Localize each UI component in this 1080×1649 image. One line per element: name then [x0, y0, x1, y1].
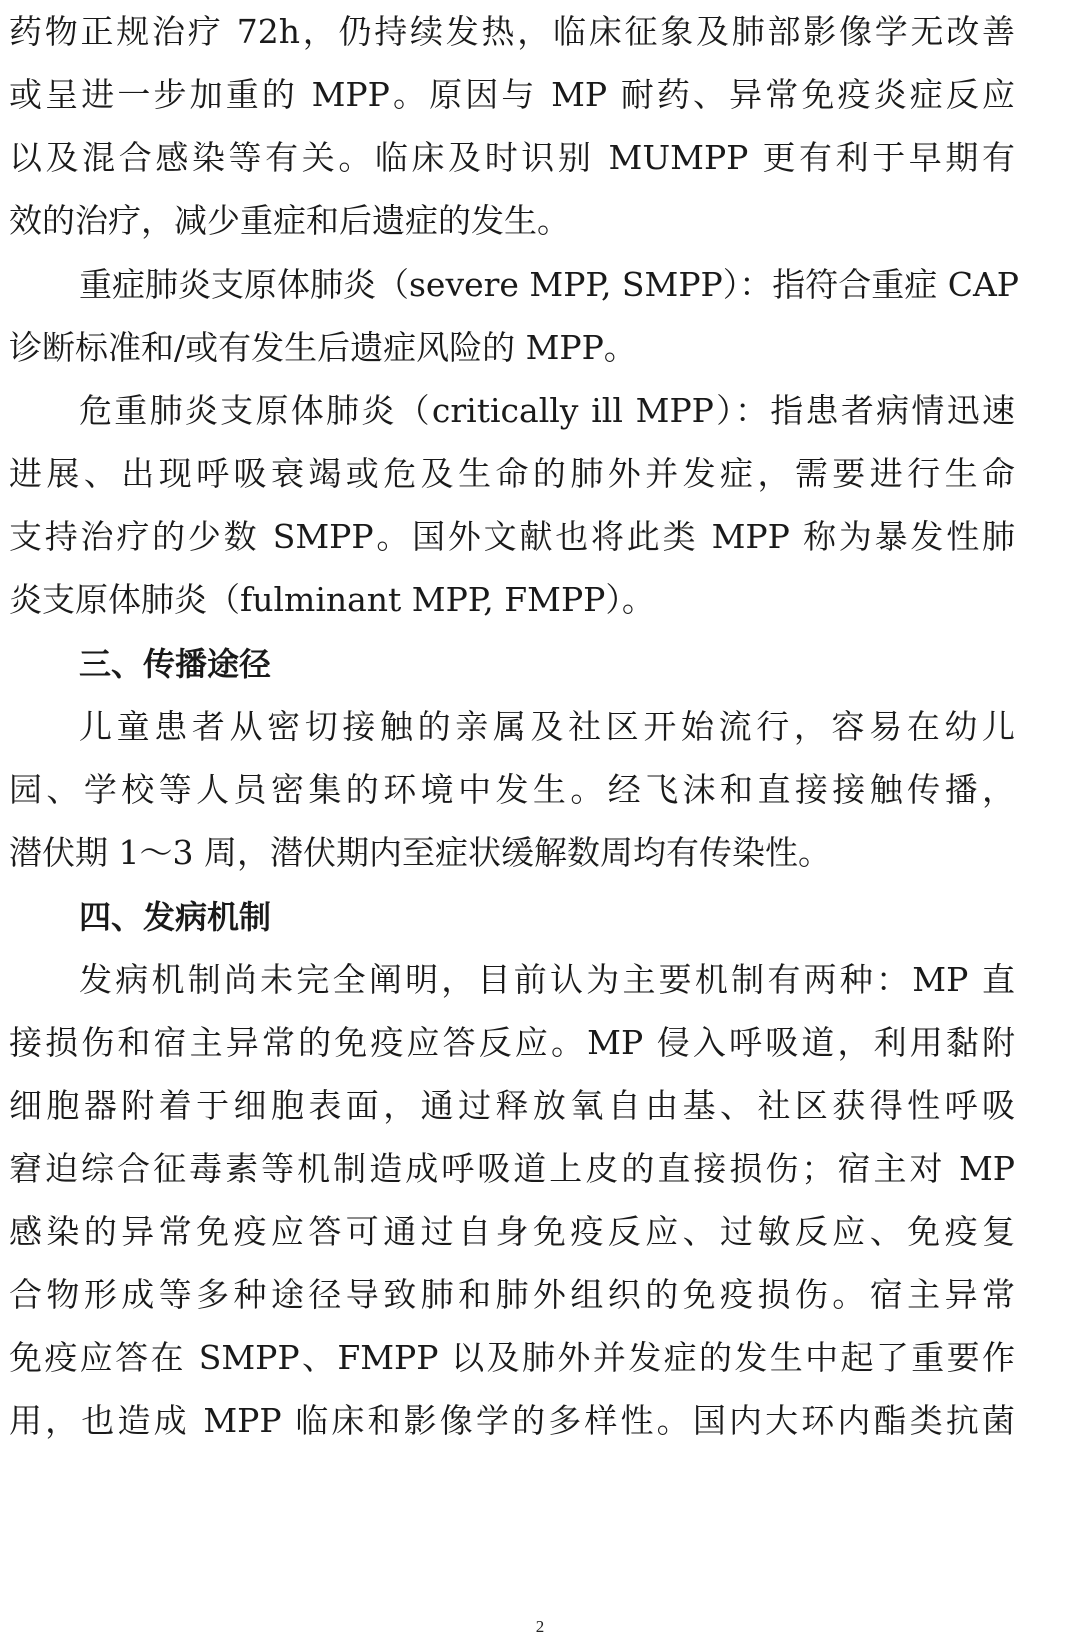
paragraph-line: 进展、出现呼吸衰竭或危及生命的肺外并发症，需要进行生命 — [9, 454, 1015, 493]
paragraph-line: 炎支原体肺炎（fulminant MPP, FMPP）。 — [9, 580, 655, 619]
paragraph-line: 合物形成等多种途径导致肺和肺外组织的免疫损伤。宿主异常 — [9, 1275, 1015, 1314]
paragraph-line: 支持治疗的少数 SMPP。国外文献也将此类 MPP 称为暴发性肺 — [9, 517, 1015, 556]
paragraph-line: 危重肺炎支原体肺炎（critically ill MPP）：指患者病情迅速 — [79, 391, 1015, 430]
paragraph-line: 潜伏期 1～3 周，潜伏期内至症状缓解数周均有传染性。 — [9, 833, 831, 872]
paragraph-line: 感染的异常免疫应答可通过自身免疫反应、过敏反应、免疫复 — [9, 1212, 1015, 1251]
paragraph-line: 发病机制尚未完全阐明，目前认为主要机制有两种：MP 直 — [79, 960, 1015, 999]
paragraph-line: 免疫应答在 SMPP、FMPP 以及肺外并发症的发生中起了重要作 — [9, 1338, 1015, 1377]
paragraph-line: 用，也造成 MPP 临床和影像学的多样性。国内大环内酯类抗菌 — [9, 1401, 1015, 1440]
paragraph-line: 细胞器附着于细胞表面，通过释放氧自由基、社区获得性呼吸 — [9, 1086, 1015, 1125]
paragraph-line: 以及混合感染等有关。临床及时识别 MUMPP 更有利于早期有 — [9, 138, 1015, 177]
paragraph-line: 或呈进一步加重的 MPP。原因与 MP 耐药、异常免疫炎症反应 — [9, 75, 1015, 114]
section-heading: 四、发病机制 — [79, 898, 272, 936]
paragraph-line: 药物正规治疗 72h，仍持续发热，临床征象及肺部影像学无改善 — [9, 12, 1015, 51]
paragraph-line: 接损伤和宿主异常的免疫应答反应。MP 侵入呼吸道，利用黏附 — [9, 1023, 1015, 1062]
paragraph-line: 诊断标准和/或有发生后遗症风险的 MPP。 — [9, 328, 637, 367]
paragraph-line: 儿童患者从密切接触的亲属及社区开始流行，容易在幼儿 — [79, 707, 1015, 746]
paragraph-line: 窘迫综合征毒素等机制造成呼吸道上皮的直接损伤；宿主对 MP — [9, 1149, 1015, 1188]
paragraph-line: 重症肺炎支原体肺炎（severe MPP, SMPP）：指符合重症 CAP — [79, 265, 1020, 304]
paragraph-line: 园、学校等人员密集的环境中发生。经飞沫和直接接触传播， — [9, 770, 1015, 809]
page-number: 2 — [535, 1617, 545, 1636]
section-heading: 三、传播途径 — [79, 645, 272, 683]
paragraph-line: 效的治疗，减少重症和后遗症的发生。 — [9, 201, 570, 240]
